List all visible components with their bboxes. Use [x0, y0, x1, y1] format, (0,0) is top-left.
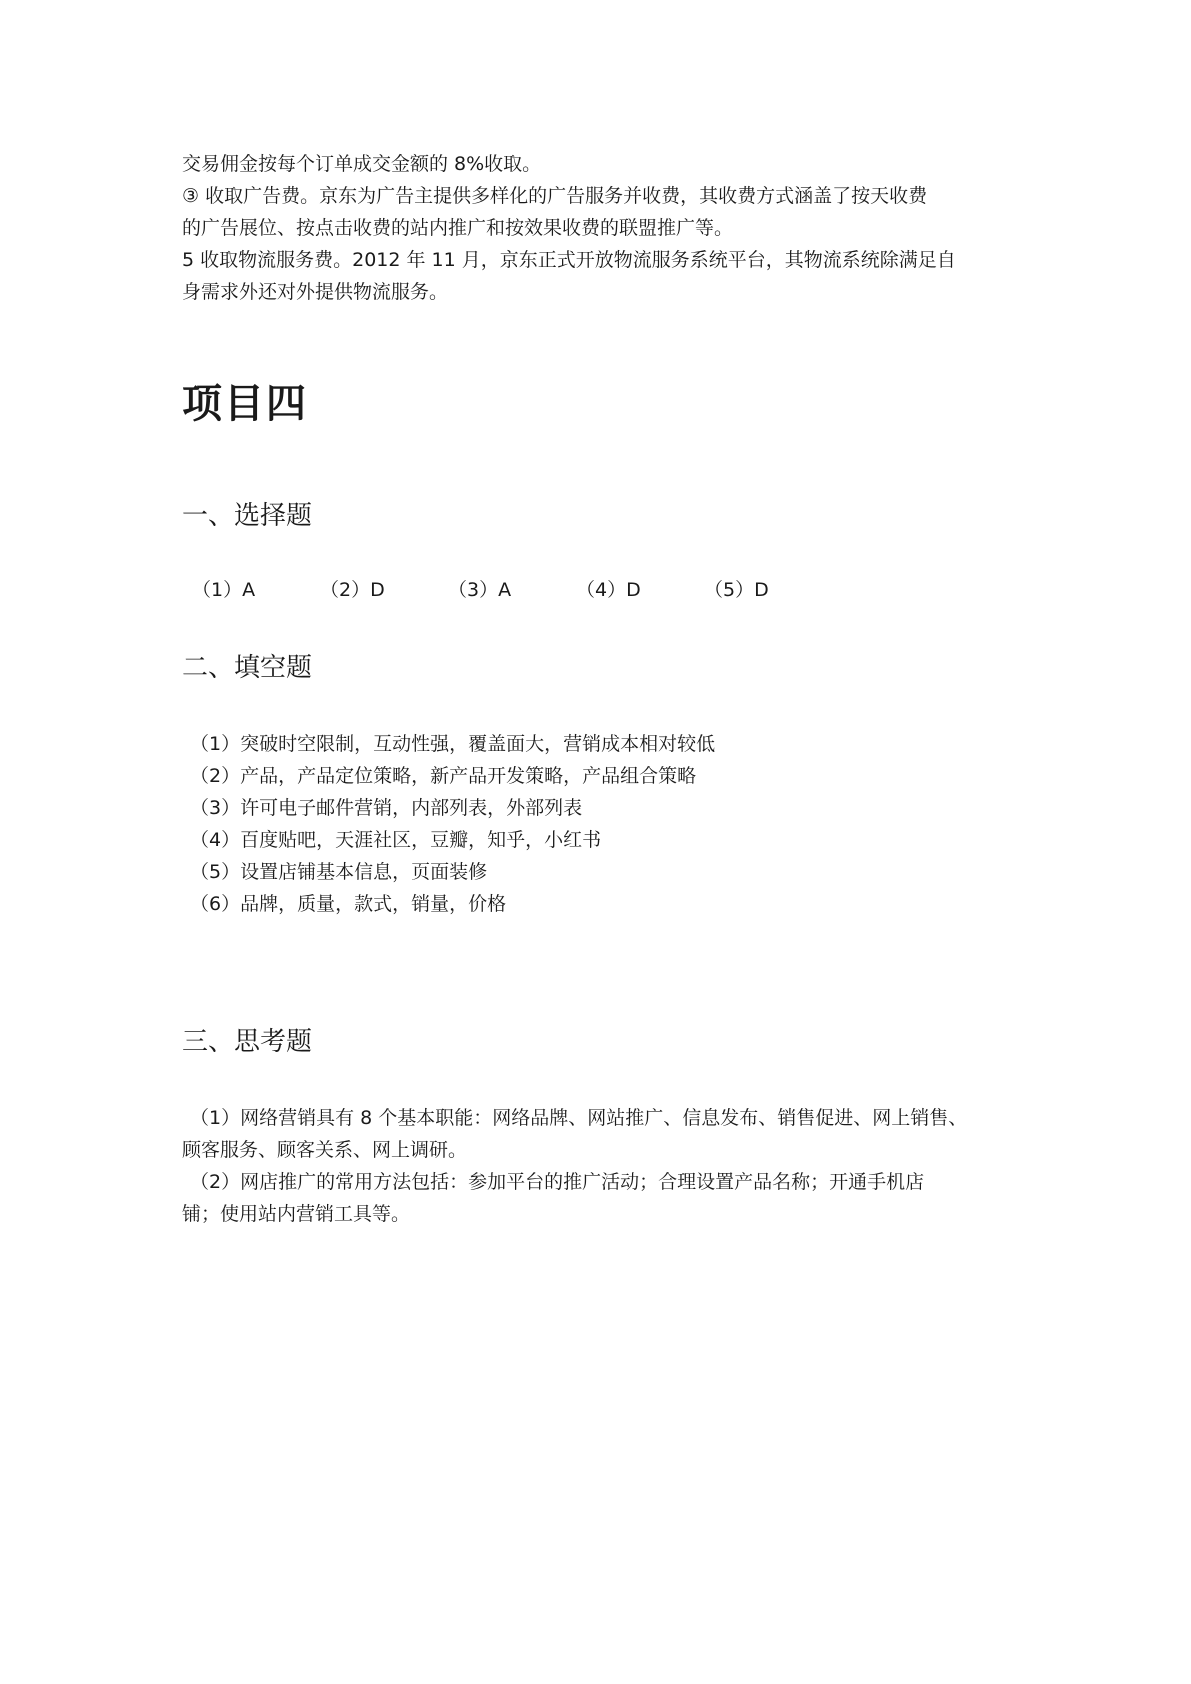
thinking-answer-2-line-1: （2）网店推广的常用方法包括：参加平台的推广活动；合理设置产品名称；开通手机店: [190, 1171, 925, 1193]
fill-answer: （1）突破时空限制，互动性强，覆盖面大，营销成本相对较低: [190, 733, 716, 755]
thinking-answer-1-line-2: 顾客服务、顾客关系、网上调研。: [182, 1139, 468, 1161]
fill-answer: （6）品牌，质量，款式，销量，价格: [190, 893, 507, 915]
choice-answer: （1）A: [192, 579, 256, 601]
intro-para-3-line-1: 5 收取物流服务费。2012 年 11 月，京东正式开放物流服务系统平台，其物流系统除满足自: [182, 249, 956, 271]
fill-answer: （3）许可电子邮件营销，内部列表，外部列表: [190, 797, 583, 819]
choice-answer: （3）A: [448, 579, 512, 601]
section-3-title: 三、思考题: [182, 1027, 313, 1057]
choice-answer: （2）D: [320, 579, 385, 601]
intro-para-2-line-1: ③ 收取广告费。京东为广告主提供多样化的广告服务并收费，其收费方式涵盖了按天收费: [182, 185, 928, 207]
intro-line-1: 交易佣金按每个订单成交金额的 8%收取。: [182, 153, 542, 175]
thinking-answer-2-line-2: 铺；使用站内营销工具等。: [182, 1203, 411, 1225]
fill-answer: （4）百度贴吧，天涯社区，豆瓣，知乎，小红书: [190, 829, 602, 851]
thinking-answer-1-line-1: （1）网络营销具有 8 个基本职能：网络品牌、网站推广、信息发布、销售促进、网上销售、: [190, 1107, 968, 1129]
fill-answer: （5）设置店铺基本信息，页面装修: [190, 861, 488, 883]
intro-para-3-line-2: 身需求外还对外提供物流服务。: [182, 281, 449, 303]
intro-para-2-line-2: 的广告展位、按点击收费的站内推广和按效果收费的联盟推广等。: [182, 217, 734, 239]
project-title: 项目四: [182, 381, 308, 427]
section-2-title: 二、填空题: [182, 653, 313, 683]
section-1-title: 一、选择题: [182, 501, 313, 531]
choice-answer: （4）D: [576, 579, 641, 601]
choice-answer: （5）D: [704, 579, 769, 601]
fill-answer: （2）产品，产品定位策略，新产品开发策略，产品组合策略: [190, 765, 697, 787]
